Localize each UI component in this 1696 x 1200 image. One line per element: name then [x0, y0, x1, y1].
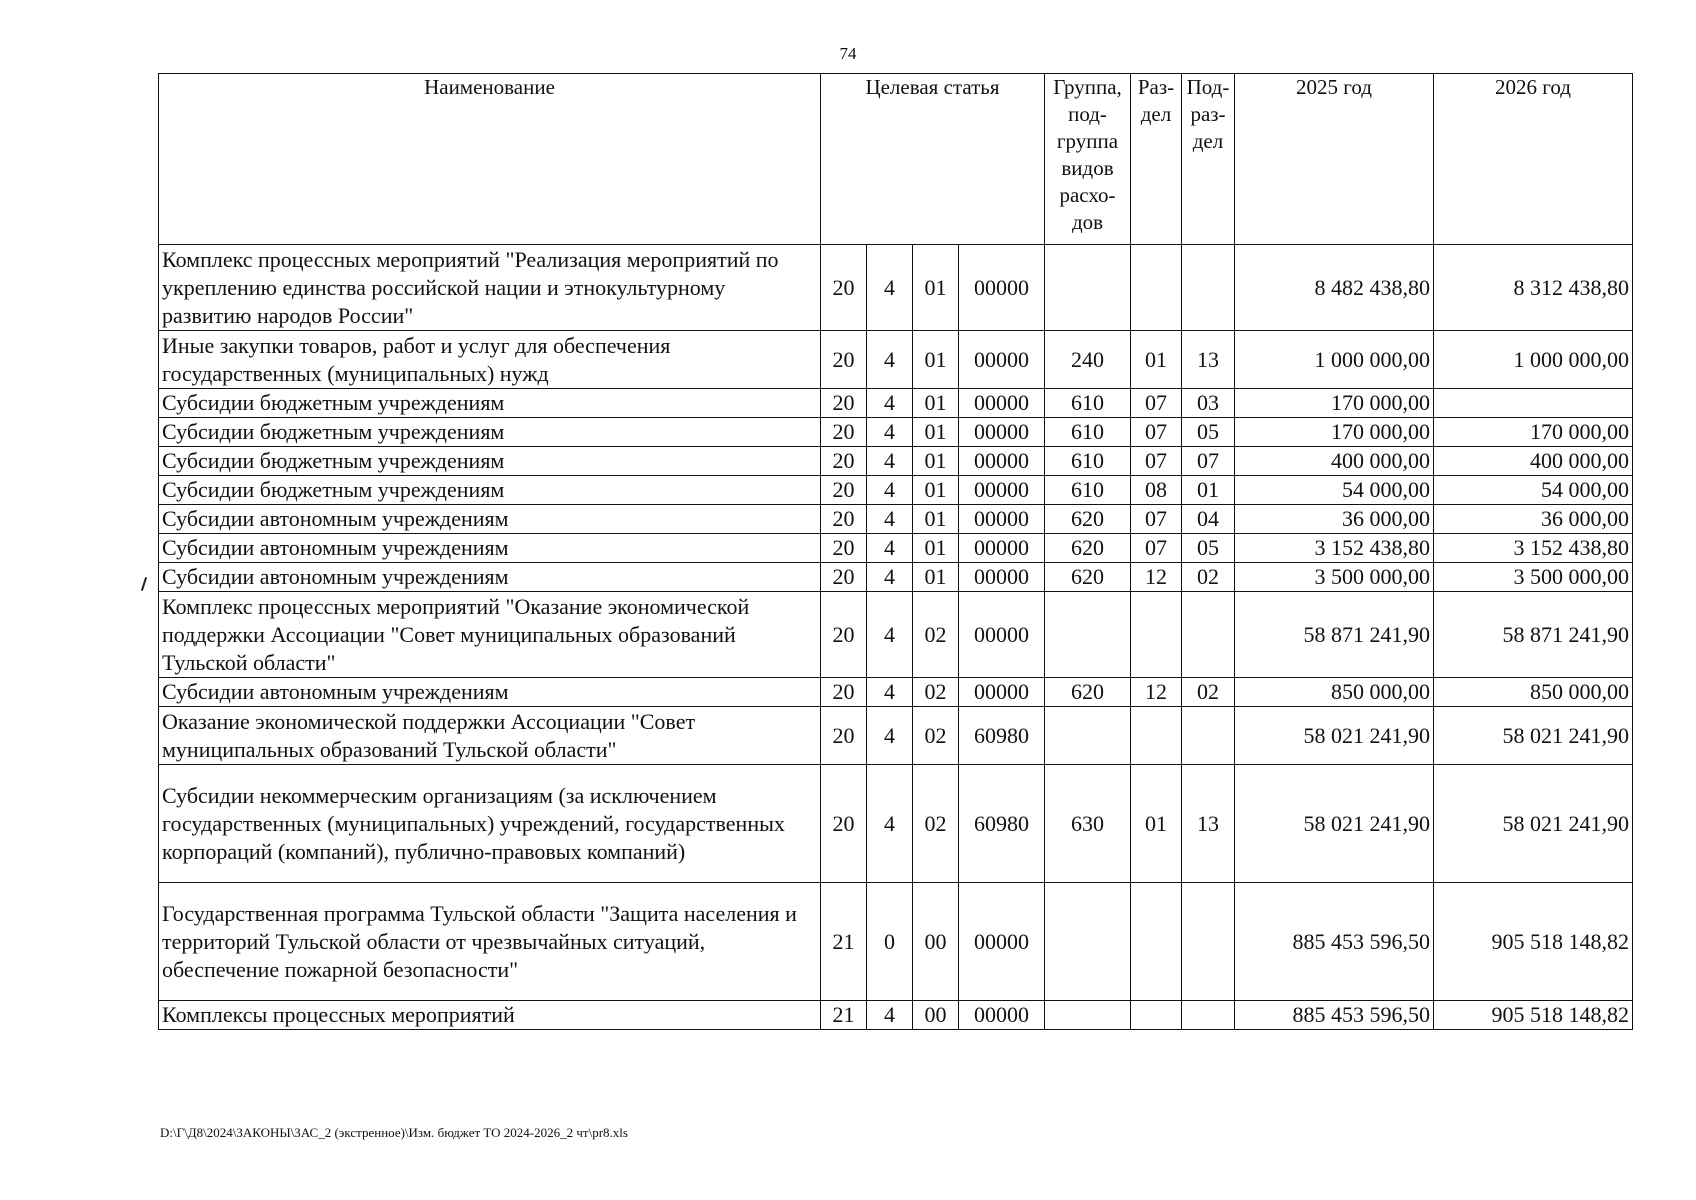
code-program: 20: [821, 678, 867, 707]
code-complex: 00: [913, 883, 959, 1001]
expense-group: 610: [1045, 447, 1131, 476]
row-name: Субсидии автономным учреждениям: [159, 678, 821, 707]
amount-2026: 58 871 241,90: [1434, 592, 1633, 678]
row-name: Субсидии бюджетным учреждениям: [159, 476, 821, 505]
subsection: 05: [1182, 534, 1235, 563]
amount-2026: 850 000,00: [1434, 678, 1633, 707]
code-direction: 00000: [959, 331, 1045, 389]
amount-2025: 400 000,00: [1235, 447, 1434, 476]
amount-2025: 170 000,00: [1235, 418, 1434, 447]
expense-group: [1045, 592, 1131, 678]
subsection: 13: [1182, 331, 1235, 389]
expense-group: 610: [1045, 476, 1131, 505]
expense-group: 630: [1045, 765, 1131, 883]
amount-2026: 170 000,00: [1434, 418, 1633, 447]
subsection: [1182, 707, 1235, 765]
amount-2026: 905 518 148,82: [1434, 883, 1633, 1001]
expense-group: 620: [1045, 534, 1131, 563]
table-row: [159, 245, 1633, 331]
amount-2026: 8 312 438,80: [1434, 245, 1633, 331]
amount-2026: 58 021 241,90: [1434, 765, 1633, 883]
code-complex: 00: [913, 1001, 959, 1030]
section: 07: [1131, 505, 1182, 534]
amount-2025: 3 152 438,80: [1235, 534, 1434, 563]
amount-2026: 3 500 000,00: [1434, 563, 1633, 592]
code-program: 20: [821, 534, 867, 563]
subsection: 02: [1182, 678, 1235, 707]
subsection: [1182, 245, 1235, 331]
amount-2026: 54 000,00: [1434, 476, 1633, 505]
table-row: [159, 765, 1633, 883]
row-name: Субсидии бюджетным учреждениям: [159, 389, 821, 418]
code-complex: 02: [913, 592, 959, 678]
table-row: [159, 534, 1633, 563]
amount-2025: 58 021 241,90: [1235, 707, 1434, 765]
code-complex: 02: [913, 678, 959, 707]
amount-2026: 58 021 241,90: [1434, 707, 1633, 765]
expense-group: 620: [1045, 563, 1131, 592]
subsection: 07: [1182, 447, 1235, 476]
code-direction: 00000: [959, 505, 1045, 534]
row-name: Субсидии автономным учреждениям: [159, 563, 821, 592]
section: 07: [1131, 418, 1182, 447]
table-row: [159, 592, 1633, 678]
code-program: 21: [821, 1001, 867, 1030]
expense-group: [1045, 245, 1131, 331]
amount-2026: 400 000,00: [1434, 447, 1633, 476]
amount-2025: 36 000,00: [1235, 505, 1434, 534]
amount-2026: 905 518 148,82: [1434, 1001, 1633, 1030]
code-direction: 00000: [959, 534, 1045, 563]
code-program: 20: [821, 389, 867, 418]
code-type: 4: [867, 765, 913, 883]
table-header-row: [159, 74, 1633, 245]
code-direction: 00000: [959, 447, 1045, 476]
code-type: 4: [867, 245, 913, 331]
subsection: [1182, 883, 1235, 1001]
section: [1131, 1001, 1182, 1030]
code-direction: 00000: [959, 1001, 1045, 1030]
code-complex: 01: [913, 563, 959, 592]
code-program: 20: [821, 418, 867, 447]
section: 12: [1131, 678, 1182, 707]
code-complex: 01: [913, 447, 959, 476]
section: 01: [1131, 331, 1182, 389]
amount-2025: 58 871 241,90: [1235, 592, 1434, 678]
code-direction: 00000: [959, 389, 1045, 418]
code-program: 20: [821, 331, 867, 389]
section: [1131, 883, 1182, 1001]
header-subsection: Под-раз-дел: [1182, 74, 1235, 245]
amount-2025: 1 000 000,00: [1235, 331, 1434, 389]
code-program: 21: [821, 883, 867, 1001]
code-program: 20: [821, 245, 867, 331]
section: [1131, 707, 1182, 765]
expense-group: [1045, 883, 1131, 1001]
expense-group: 240: [1045, 331, 1131, 389]
code-direction: 00000: [959, 592, 1045, 678]
section: 08: [1131, 476, 1182, 505]
code-direction: 00000: [959, 476, 1045, 505]
header-target-article: Целевая статья: [821, 74, 1045, 245]
expense-group: 610: [1045, 389, 1131, 418]
row-name: Комплекс процессных мероприятий "Оказание экономической поддержки Ассоциации "Совет муниципальных образований Тульской области": [159, 592, 821, 678]
header-group: Группа, под-группа видов расхо-дов: [1045, 74, 1131, 245]
table-row: [159, 678, 1633, 707]
table-row: [159, 418, 1633, 447]
code-direction: 00000: [959, 883, 1045, 1001]
row-name: Субсидии автономным учреждениям: [159, 534, 821, 563]
code-direction: 00000: [959, 678, 1045, 707]
subsection: 05: [1182, 418, 1235, 447]
amount-2025: 885 453 596,50: [1235, 1001, 1434, 1030]
code-type: 4: [867, 447, 913, 476]
header-section: Раз-дел: [1131, 74, 1182, 245]
header-name: Наименование: [159, 74, 821, 245]
table-row: [159, 883, 1633, 1001]
code-type: 4: [867, 534, 913, 563]
amount-2026: 1 000 000,00: [1434, 331, 1633, 389]
subsection: 01: [1182, 476, 1235, 505]
row-name: Оказание экономической поддержки Ассоциации "Совет муниципальных образований Тульской области": [159, 707, 821, 765]
code-complex: 01: [913, 331, 959, 389]
expense-group: [1045, 707, 1131, 765]
code-program: 20: [821, 476, 867, 505]
subsection: 03: [1182, 389, 1235, 418]
table-row: [159, 707, 1633, 765]
table-row: [159, 331, 1633, 389]
amount-2025: 170 000,00: [1235, 389, 1434, 418]
code-complex: 01: [913, 389, 959, 418]
file-path: D:\Г\Д8\2024\ЗАКОНЫ\ЗАС_2 (экстренное)\Изм. бюджет ТО 2024-2026_2 чт\pr8.xls: [160, 1125, 628, 1140]
row-name: Комплекс процессных мероприятий "Реализация мероприятий по укреплению единства российской нации и этнокультурному развитию народов России": [159, 245, 821, 331]
header-year-2026: 2026 год: [1434, 74, 1633, 245]
budget-table: [158, 73, 1633, 1030]
section: 01: [1131, 765, 1182, 883]
expense-group: 610: [1045, 418, 1131, 447]
code-program: 20: [821, 447, 867, 476]
code-type: 4: [867, 331, 913, 389]
row-name: Субсидии некоммерческим организациям (за исключением государственных (муниципальных) учреждений, государственных корпораций (компаний), публично-правовых компаний): [159, 765, 821, 883]
amount-2025: 58 021 241,90: [1235, 765, 1434, 883]
page-number: 74: [839, 44, 857, 63]
expense-group: 620: [1045, 505, 1131, 534]
row-name: Государственная программа Тульской области "Защита населения и территорий Тульской области от чрезвычайных ситуаций, обеспечение пожарной безопасности": [159, 883, 821, 1001]
row-name: Иные закупки товаров, работ и услуг для обеспечения государственных (муниципальных) нужд: [159, 331, 821, 389]
code-complex: 01: [913, 534, 959, 563]
code-type: 4: [867, 678, 913, 707]
expense-group: 620: [1045, 678, 1131, 707]
subsection: 04: [1182, 505, 1235, 534]
code-type: 4: [867, 505, 913, 534]
pen-mark: [141, 577, 147, 591]
amount-2025: 8 482 438,80: [1235, 245, 1434, 331]
code-type: 4: [867, 707, 913, 765]
code-program: 20: [821, 707, 867, 765]
code-complex: 01: [913, 418, 959, 447]
table-row: [159, 1001, 1633, 1030]
section: 07: [1131, 389, 1182, 418]
amount-2025: 3 500 000,00: [1235, 563, 1434, 592]
amount-2025: 54 000,00: [1235, 476, 1434, 505]
code-direction: 00000: [959, 418, 1045, 447]
section: 07: [1131, 534, 1182, 563]
subsection: 13: [1182, 765, 1235, 883]
table-row: [159, 447, 1633, 476]
amount-2025: 885 453 596,50: [1235, 883, 1434, 1001]
section: [1131, 245, 1182, 331]
row-name: Субсидии бюджетным учреждениям: [159, 418, 821, 447]
code-type: 4: [867, 592, 913, 678]
table-row: [159, 476, 1633, 505]
row-name: Комплексы процессных мероприятий: [159, 1001, 821, 1030]
code-complex: 01: [913, 505, 959, 534]
row-name: Субсидии автономным учреждениям: [159, 505, 821, 534]
section: [1131, 592, 1182, 678]
code-type: 4: [867, 418, 913, 447]
code-program: 20: [821, 592, 867, 678]
row-name: Субсидии бюджетным учреждениям: [159, 447, 821, 476]
code-direction: 00000: [959, 245, 1045, 331]
subsection: [1182, 592, 1235, 678]
table-row: [159, 505, 1633, 534]
code-complex: 01: [913, 476, 959, 505]
code-complex: 01: [913, 245, 959, 331]
amount-2026: 36 000,00: [1434, 505, 1633, 534]
code-type: 4: [867, 1001, 913, 1030]
subsection: [1182, 1001, 1235, 1030]
code-type: 4: [867, 563, 913, 592]
table-body: [159, 245, 1633, 1030]
code-program: 20: [821, 563, 867, 592]
code-direction: 60980: [959, 765, 1045, 883]
header-year-2025: 2025 год: [1235, 74, 1434, 245]
code-complex: 02: [913, 765, 959, 883]
code-program: 20: [821, 505, 867, 534]
code-type: 0: [867, 883, 913, 1001]
code-complex: 02: [913, 707, 959, 765]
subsection: 02: [1182, 563, 1235, 592]
code-direction: 00000: [959, 563, 1045, 592]
amount-2025: 850 000,00: [1235, 678, 1434, 707]
amount-2026: 3 152 438,80: [1434, 534, 1633, 563]
section: 07: [1131, 447, 1182, 476]
code-type: 4: [867, 476, 913, 505]
table-row: [159, 389, 1633, 418]
code-type: 4: [867, 389, 913, 418]
table-row: [159, 563, 1633, 592]
amount-2026: [1434, 389, 1633, 418]
code-direction: 60980: [959, 707, 1045, 765]
section: 12: [1131, 563, 1182, 592]
expense-group: [1045, 1001, 1131, 1030]
code-program: 20: [821, 765, 867, 883]
